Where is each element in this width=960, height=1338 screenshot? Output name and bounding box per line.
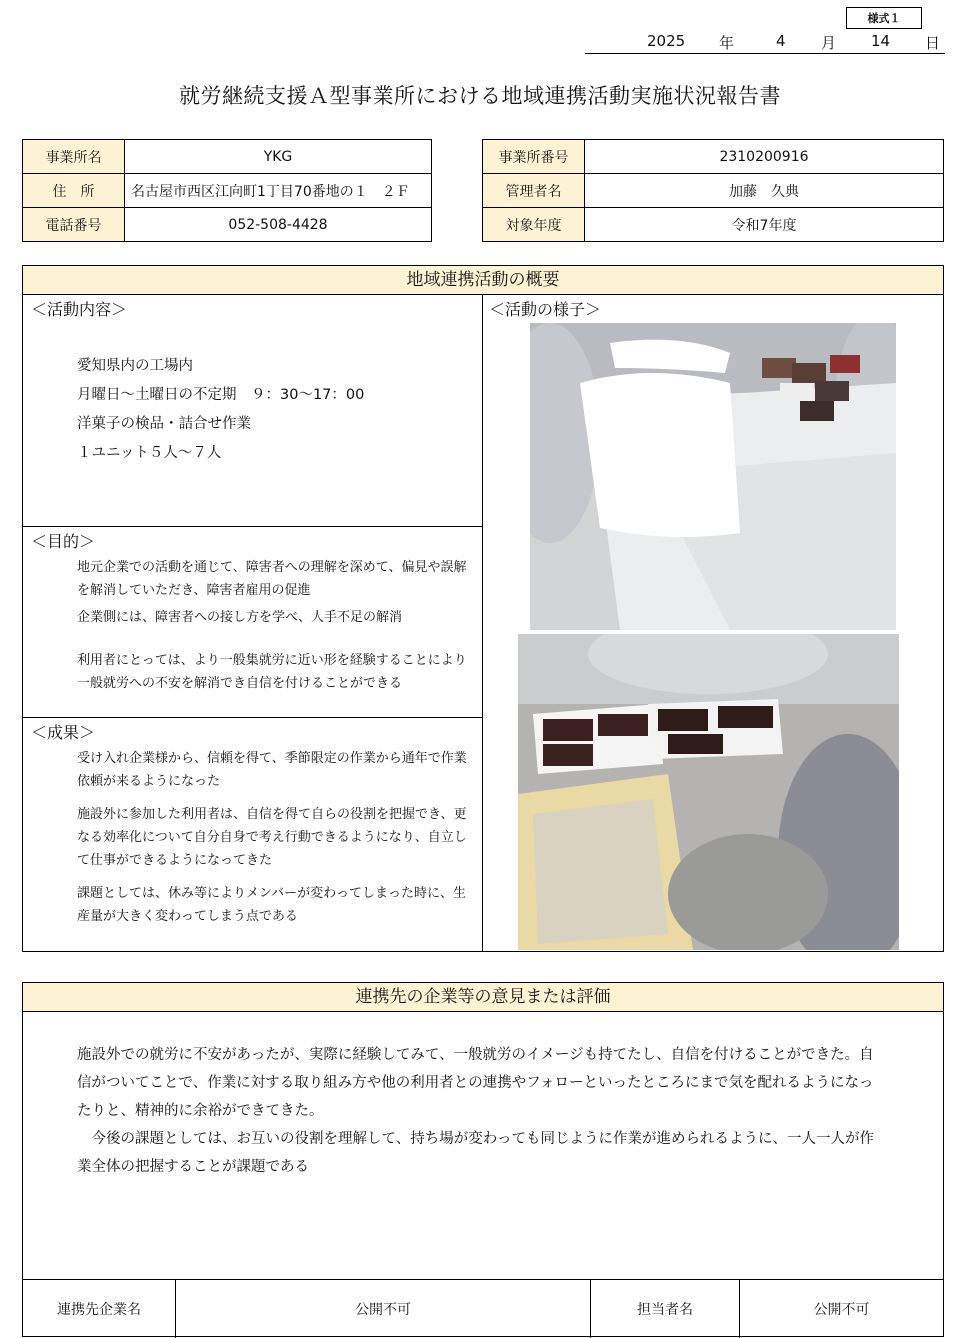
activity-overview	[22, 265, 944, 952]
phone-label: 電話番号	[23, 208, 125, 242]
office-meta-table	[482, 139, 944, 242]
fiscal-year-label: 対象年度	[483, 208, 585, 242]
table-row	[23, 140, 432, 174]
contact-name-value: 公開不可	[813, 1302, 870, 1318]
office-number-value: 2310200916	[585, 140, 944, 174]
office-name-label: 事業所名	[23, 140, 125, 174]
result-section	[23, 718, 482, 953]
purpose-section	[23, 527, 482, 718]
purpose-spacer	[77, 639, 474, 649]
activity-photo-1	[530, 323, 896, 630]
overview-photo-column	[483, 295, 943, 951]
purpose-label: ＜目的＞	[31, 532, 96, 551]
contact-name-label: 担当者名	[591, 1280, 740, 1338]
phone-value: 052-508-4428	[125, 208, 432, 242]
result-label: ＜成果＞	[31, 723, 96, 742]
table-row	[483, 174, 944, 208]
manager-value: 加藤 久典	[585, 174, 944, 208]
purpose-paragraph: 企業側には、障害者への接し方を学べ、人手不足の解消	[77, 610, 403, 625]
date-month-unit: 月	[821, 34, 837, 52]
activity-line: １ユニット５人～７人	[77, 445, 222, 461]
photo-label: ＜活動の様子＞	[489, 300, 602, 319]
activity-photo-2	[518, 634, 899, 950]
activity-label: ＜活動内容＞	[31, 300, 128, 319]
partner-name-value: 公開不可	[176, 1280, 591, 1338]
date-year: 2025	[647, 32, 686, 50]
date-month: 4	[776, 32, 786, 50]
date-day: 14	[871, 32, 891, 50]
office-number-label: 事業所番号	[483, 140, 585, 174]
date-year-unit: 年	[719, 34, 735, 52]
report-date	[585, 28, 945, 54]
table-row	[23, 208, 432, 242]
result-paragraph: 受け入れ企業様から、信頼を得て、季節限定の作業から通年で作業依頼が来るようになった	[77, 751, 467, 789]
office-info-table	[22, 139, 432, 242]
purpose-paragraph: 地元企業での活動を通じて、障害者への理解を深めて、偏見や誤解を解消していただき、障害者雇用の促進	[77, 560, 467, 598]
overview-text-column	[23, 295, 483, 951]
date-day-unit: 日	[925, 34, 941, 52]
overview-header: 地域連携活動の概要	[23, 266, 943, 295]
address-label: 住 所	[23, 174, 125, 208]
fiscal-year-value: 令和7年度	[585, 208, 944, 242]
partner-opinion	[22, 982, 944, 1337]
partner-info-row	[23, 1279, 943, 1337]
form-tag: 様式１	[846, 7, 922, 29]
activity-line: 愛知県内の工場内	[77, 358, 193, 374]
activity-line: 洋菓子の検品・詰合せ作業	[77, 416, 251, 432]
office-name-value: YKG	[125, 140, 432, 174]
purpose-paragraph: 利用者にとっては、より一般集就労に近い形を経験することにより一般就労への不安を解消でき自信を付けることができる	[77, 653, 467, 691]
opinion-text: 施設外での就労に不安があったが、実際に経験してみて、一般就労のイメージも持てたし、自信を付けることができた。自信がついてことで、作業に対する取り組み方や他の利用者との連携やフォローといったところにまで気を配れるようになったりと、精神的に余裕ができてきた。 今後の課題としては、お互いの役割を理解して、持ち場が変わっても同じように作業が進められるように、一人一人が作業全体の把握することが課題である	[77, 1047, 875, 1175]
table-row	[23, 174, 432, 208]
address-value: 名古屋市西区江向町1丁目70番地の１ ２Ｆ	[125, 174, 432, 208]
activity-section	[23, 295, 482, 527]
manager-label: 管理者名	[483, 174, 585, 208]
partner-name-label: 連携先企業名	[23, 1280, 176, 1338]
result-paragraph: 課題としては、休み等によりメンバーが変わってしまった時に、生産量が大きく変わってしまう点である	[77, 886, 466, 924]
table-row	[483, 208, 944, 242]
result-paragraph: 施設外に参加した利用者は、自信を得て自らの役割を把握でき、更なる効率化について自分自身で考え行動できるようになり、自立して仕事ができるようになってきた	[77, 807, 467, 868]
activity-line: 月曜日～土曜日の不定期 ９：30～17：00	[77, 387, 365, 403]
page-title: 就労継続支援Ａ型事業所における地域連携活動実施状況報告書	[179, 84, 781, 108]
opinion-header: 連携先の企業等の意見または評価	[23, 983, 943, 1012]
table-row	[483, 140, 944, 174]
